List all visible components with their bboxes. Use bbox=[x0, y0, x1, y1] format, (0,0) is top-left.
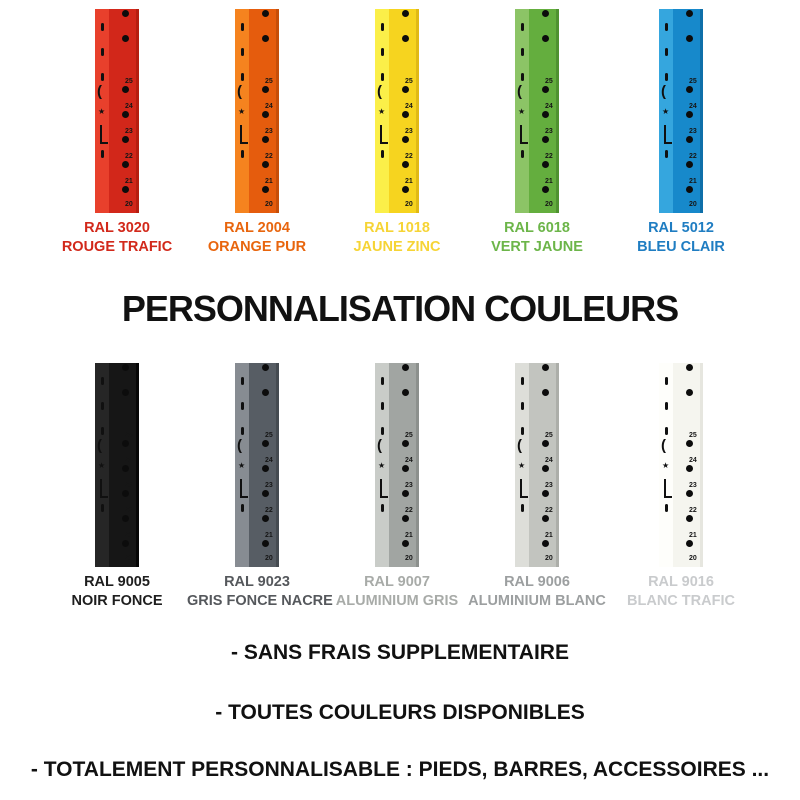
hole-level-number: 20 bbox=[125, 555, 133, 562]
perforation-hole bbox=[402, 186, 409, 193]
slot-cutout-icon bbox=[381, 150, 384, 158]
hole-level-number: 25 bbox=[545, 78, 553, 85]
hole-level-number: 25 bbox=[545, 432, 553, 439]
post-mount bbox=[467, 363, 607, 567]
perforation-hole bbox=[686, 161, 693, 168]
post-front-face bbox=[249, 9, 279, 213]
perforation-hole bbox=[686, 35, 693, 42]
hole-level-number: 20 bbox=[265, 201, 273, 208]
perforation-hole bbox=[122, 136, 129, 143]
perforation-hole bbox=[542, 515, 549, 522]
perforation-hole bbox=[686, 540, 693, 547]
hole-level-number: 22 bbox=[125, 507, 133, 514]
color-option-ral-6018 bbox=[467, 9, 607, 257]
hole-level-number: 23 bbox=[545, 128, 553, 135]
slot-cutout-icon bbox=[521, 23, 524, 31]
hole-level-number: 24 bbox=[545, 457, 553, 464]
post-side-face bbox=[95, 9, 109, 213]
ral-code: RAL 9016 bbox=[648, 574, 714, 590]
star-slot-icon: ★ bbox=[238, 107, 246, 116]
rack-upright bbox=[659, 9, 703, 213]
curve-slot-icon: ( bbox=[97, 437, 102, 454]
post-side-face bbox=[375, 9, 389, 213]
star-slot-icon: ★ bbox=[378, 107, 386, 116]
perforation-hole bbox=[262, 161, 269, 168]
perforation-hole bbox=[542, 186, 549, 193]
hole-level-number: 21 bbox=[265, 178, 273, 185]
hole-level-number: 23 bbox=[265, 482, 273, 489]
bullet-all-colors: - TOUTES COULEURS DISPONIBLES bbox=[215, 701, 585, 724]
star-slot-icon: ★ bbox=[98, 461, 106, 470]
slot-cutout-icon bbox=[381, 504, 384, 512]
hole-level-number: 23 bbox=[545, 482, 553, 489]
hole-level-number: 21 bbox=[689, 532, 697, 539]
perforation-hole bbox=[402, 540, 409, 547]
perforation-hole bbox=[686, 440, 693, 447]
hole-level-number: 20 bbox=[125, 201, 133, 208]
perforation-hole bbox=[402, 440, 409, 447]
bullet-fully-customizable: - TOTALEMENT PERSONNALISABLE : PIEDS, BARRES, ACCESSOIRES ... bbox=[30, 758, 770, 781]
slot-cutout-icon bbox=[241, 504, 244, 512]
post-mount bbox=[187, 363, 327, 567]
color-option-ral-9016 bbox=[611, 363, 751, 611]
post-side-face bbox=[235, 363, 249, 567]
hole-level-number: 24 bbox=[689, 103, 697, 110]
post-mount bbox=[611, 363, 751, 567]
color-option-ral-5012 bbox=[611, 9, 751, 257]
post-front-face bbox=[389, 363, 419, 567]
hole-level-number: 23 bbox=[405, 128, 413, 135]
perforation-hole bbox=[686, 490, 693, 497]
hole-level-number: 23 bbox=[125, 128, 133, 135]
l-slot-icon bbox=[664, 125, 672, 144]
color-option-ral-1018 bbox=[327, 9, 467, 257]
hole-level-number: 22 bbox=[545, 153, 553, 160]
hole-level-number: 25 bbox=[405, 78, 413, 85]
perforation-hole bbox=[686, 111, 693, 118]
slot-cutout-icon bbox=[101, 48, 104, 56]
perforation-hole bbox=[262, 186, 269, 193]
color-label bbox=[47, 219, 187, 257]
post-mount bbox=[327, 9, 467, 213]
hole-level-number: 24 bbox=[125, 457, 133, 464]
hole-level-number: 24 bbox=[545, 103, 553, 110]
perforation-hole bbox=[262, 136, 269, 143]
l-slot-icon bbox=[100, 125, 108, 144]
perforation-hole bbox=[402, 10, 409, 17]
perforation-hole bbox=[262, 35, 269, 42]
hole-level-number: 25 bbox=[125, 78, 133, 85]
post-side-face bbox=[95, 363, 109, 567]
perforation-hole bbox=[542, 440, 549, 447]
perforation-hole bbox=[542, 111, 549, 118]
post-side-face bbox=[235, 9, 249, 213]
curve-slot-icon: ( bbox=[377, 83, 382, 100]
post-front-face bbox=[673, 363, 703, 567]
rack-upright bbox=[235, 363, 279, 567]
rack-upright bbox=[375, 9, 419, 213]
perforation-hole bbox=[262, 111, 269, 118]
ral-name: ROUGE TRAFIC bbox=[61, 239, 173, 255]
perforation-hole bbox=[542, 465, 549, 472]
perforation-hole bbox=[122, 465, 129, 472]
ral-name: ALUMINIUM BLANC bbox=[468, 593, 606, 609]
curve-slot-icon: ( bbox=[517, 83, 522, 100]
color-label bbox=[611, 573, 751, 611]
post-side-face bbox=[659, 9, 673, 213]
hole-level-number: 23 bbox=[689, 128, 697, 135]
slot-cutout-icon bbox=[521, 427, 524, 435]
color-label bbox=[467, 219, 607, 257]
post-front-face bbox=[529, 363, 559, 567]
perforation-hole bbox=[402, 161, 409, 168]
perforation-hole bbox=[686, 10, 693, 17]
slot-cutout-icon bbox=[665, 23, 668, 31]
slot-cutout-icon bbox=[241, 23, 244, 31]
l-slot-icon bbox=[380, 479, 388, 498]
slot-cutout-icon bbox=[665, 73, 668, 81]
hole-level-number: 22 bbox=[405, 153, 413, 160]
ral-name: ORANGE PUR bbox=[207, 239, 307, 255]
hole-level-number: 23 bbox=[125, 482, 133, 489]
ral-code: RAL 6018 bbox=[504, 220, 570, 236]
slot-cutout-icon bbox=[381, 23, 384, 31]
perforation-hole bbox=[402, 515, 409, 522]
hole-level-number: 21 bbox=[545, 532, 553, 539]
perforation-hole bbox=[542, 364, 549, 371]
l-slot-icon bbox=[240, 125, 248, 144]
perforation-hole bbox=[402, 35, 409, 42]
perforation-hole bbox=[262, 540, 269, 547]
perforation-hole bbox=[402, 86, 409, 93]
perforation-hole bbox=[402, 389, 409, 396]
curve-slot-icon: ( bbox=[661, 437, 666, 454]
star-slot-icon: ★ bbox=[378, 461, 386, 470]
color-label bbox=[327, 573, 467, 611]
perforation-hole bbox=[402, 136, 409, 143]
rack-upright bbox=[515, 9, 559, 213]
rack-upright bbox=[375, 363, 419, 567]
slot-cutout-icon bbox=[101, 504, 104, 512]
post-front-face bbox=[389, 9, 419, 213]
ral-name: VERT JAUNE bbox=[491, 239, 583, 255]
perforation-hole bbox=[686, 186, 693, 193]
post-mount bbox=[187, 9, 327, 213]
perforation-hole bbox=[402, 465, 409, 472]
perforation-hole bbox=[122, 364, 129, 371]
ral-code: RAL 9023 bbox=[224, 574, 290, 590]
hole-level-number: 20 bbox=[265, 555, 273, 562]
perforation-hole bbox=[122, 161, 129, 168]
slot-cutout-icon bbox=[381, 377, 384, 385]
l-slot-icon bbox=[520, 125, 528, 144]
slot-cutout-icon bbox=[241, 150, 244, 158]
l-slot-icon bbox=[664, 479, 672, 498]
perforation-hole bbox=[262, 389, 269, 396]
perforation-hole bbox=[262, 465, 269, 472]
post-side-face bbox=[375, 363, 389, 567]
perforation-hole bbox=[686, 389, 693, 396]
color-label bbox=[611, 219, 751, 257]
ral-code: RAL 9007 bbox=[364, 574, 430, 590]
ral-name: ALUMINIUM GRIS bbox=[335, 593, 459, 609]
perforation-hole bbox=[262, 86, 269, 93]
perforation-hole bbox=[262, 364, 269, 371]
rack-upright bbox=[235, 9, 279, 213]
l-slot-icon bbox=[520, 479, 528, 498]
curve-slot-icon: ( bbox=[377, 437, 382, 454]
perforation-hole bbox=[402, 111, 409, 118]
hole-level-number: 22 bbox=[265, 507, 273, 514]
perforation-hole bbox=[262, 515, 269, 522]
perforation-hole bbox=[686, 515, 693, 522]
slot-cutout-icon bbox=[381, 48, 384, 56]
slot-cutout-icon bbox=[521, 73, 524, 81]
hole-level-number: 22 bbox=[405, 507, 413, 514]
hole-level-number: 21 bbox=[405, 532, 413, 539]
color-label bbox=[187, 219, 327, 257]
ral-code: RAL 1018 bbox=[364, 220, 430, 236]
slot-cutout-icon bbox=[101, 150, 104, 158]
hole-level-number: 24 bbox=[405, 103, 413, 110]
post-mount bbox=[611, 9, 751, 213]
perforation-hole bbox=[542, 10, 549, 17]
slot-cutout-icon bbox=[521, 48, 524, 56]
rack-upright bbox=[515, 363, 559, 567]
post-front-face bbox=[249, 363, 279, 567]
perforation-hole bbox=[262, 440, 269, 447]
post-front-face bbox=[109, 363, 139, 567]
curve-slot-icon: ( bbox=[237, 83, 242, 100]
perforation-hole bbox=[686, 364, 693, 371]
color-label bbox=[327, 219, 467, 257]
l-slot-icon bbox=[240, 479, 248, 498]
perforation-hole bbox=[686, 136, 693, 143]
ral-code: RAL 2004 bbox=[224, 220, 290, 236]
post-mount bbox=[327, 363, 467, 567]
hole-level-number: 20 bbox=[545, 555, 553, 562]
slot-cutout-icon bbox=[521, 150, 524, 158]
slot-cutout-icon bbox=[381, 427, 384, 435]
rack-upright bbox=[95, 9, 139, 213]
perforation-hole bbox=[122, 490, 129, 497]
slot-cutout-icon bbox=[241, 427, 244, 435]
l-slot-icon bbox=[100, 479, 108, 498]
ral-name: NOIR FONCE bbox=[71, 593, 163, 609]
ral-name: GRIS FONCE NACRE bbox=[187, 593, 333, 609]
hole-level-number: 20 bbox=[689, 201, 697, 208]
color-option-ral-9006 bbox=[467, 363, 607, 611]
perforation-hole bbox=[686, 86, 693, 93]
star-slot-icon: ★ bbox=[518, 107, 526, 116]
star-slot-icon: ★ bbox=[662, 107, 670, 116]
hole-level-number: 22 bbox=[265, 153, 273, 160]
hole-level-number: 21 bbox=[125, 532, 133, 539]
perforation-hole bbox=[542, 161, 549, 168]
slot-cutout-icon bbox=[101, 23, 104, 31]
perforation-hole bbox=[542, 490, 549, 497]
hole-level-number: 23 bbox=[689, 482, 697, 489]
bullet-no-extra-cost: - SANS FRAIS SUPPLEMENTAIRE bbox=[231, 641, 569, 664]
slot-cutout-icon bbox=[101, 73, 104, 81]
perforation-hole bbox=[542, 540, 549, 547]
hole-level-number: 25 bbox=[125, 432, 133, 439]
slot-cutout-icon bbox=[381, 73, 384, 81]
post-mount bbox=[47, 363, 187, 567]
hole-level-number: 21 bbox=[545, 178, 553, 185]
slot-cutout-icon bbox=[665, 48, 668, 56]
color-label bbox=[47, 573, 187, 611]
slot-cutout-icon bbox=[665, 427, 668, 435]
hole-level-number: 22 bbox=[689, 153, 697, 160]
perforation-hole bbox=[542, 136, 549, 143]
post-front-face bbox=[109, 9, 139, 213]
curve-slot-icon: ( bbox=[97, 83, 102, 100]
perforation-hole bbox=[262, 10, 269, 17]
perforation-hole bbox=[122, 515, 129, 522]
ral-code: RAL 5012 bbox=[648, 220, 714, 236]
ral-name: JAUNE ZINC bbox=[353, 239, 441, 255]
hole-level-number: 20 bbox=[405, 201, 413, 208]
slot-cutout-icon bbox=[665, 377, 668, 385]
color-option-ral-2004 bbox=[187, 9, 327, 257]
color-label bbox=[187, 573, 333, 611]
ral-name: BLEU CLAIR bbox=[637, 239, 725, 255]
curve-slot-icon: ( bbox=[517, 437, 522, 454]
perforation-hole bbox=[122, 86, 129, 93]
hole-level-number: 22 bbox=[125, 153, 133, 160]
post-mount bbox=[467, 9, 607, 213]
perforation-hole bbox=[122, 186, 129, 193]
slot-cutout-icon bbox=[381, 402, 384, 410]
hole-level-number: 21 bbox=[265, 532, 273, 539]
slot-cutout-icon bbox=[521, 377, 524, 385]
perforation-hole bbox=[122, 440, 129, 447]
slot-cutout-icon bbox=[521, 504, 524, 512]
hole-level-number: 25 bbox=[265, 78, 273, 85]
slot-cutout-icon bbox=[241, 402, 244, 410]
ral-code: RAL 9006 bbox=[504, 574, 570, 590]
perforation-hole bbox=[686, 465, 693, 472]
slot-cutout-icon bbox=[101, 377, 104, 385]
hole-level-number: 24 bbox=[265, 457, 273, 464]
l-slot-icon bbox=[380, 125, 388, 144]
perforation-hole bbox=[122, 540, 129, 547]
perforation-hole bbox=[542, 35, 549, 42]
perforation-hole bbox=[122, 35, 129, 42]
curve-slot-icon: ( bbox=[237, 437, 242, 454]
color-option-ral-3020 bbox=[47, 9, 187, 257]
post-mount bbox=[47, 9, 187, 213]
perforation-hole bbox=[122, 10, 129, 17]
slot-cutout-icon bbox=[241, 48, 244, 56]
slot-cutout-icon bbox=[241, 73, 244, 81]
hole-level-number: 22 bbox=[689, 507, 697, 514]
hole-level-number: 23 bbox=[265, 128, 273, 135]
star-slot-icon: ★ bbox=[238, 461, 246, 470]
hole-level-number: 25 bbox=[689, 78, 697, 85]
ral-name: BLANC TRAFIC bbox=[627, 593, 735, 609]
perforation-hole bbox=[542, 389, 549, 396]
hole-level-number: 24 bbox=[689, 457, 697, 464]
slot-cutout-icon bbox=[101, 402, 104, 410]
slot-cutout-icon bbox=[665, 150, 668, 158]
color-label bbox=[467, 573, 607, 611]
hole-level-number: 21 bbox=[125, 178, 133, 185]
ral-code: RAL 9005 bbox=[84, 574, 150, 590]
color-option-ral-9007 bbox=[327, 363, 467, 611]
star-slot-icon: ★ bbox=[98, 107, 106, 116]
color-option-ral-9023 bbox=[187, 363, 333, 611]
page-title: PERSONNALISATION COULEURS bbox=[121, 288, 679, 329]
perforation-hole bbox=[122, 111, 129, 118]
perforation-hole bbox=[402, 364, 409, 371]
perforation-hole bbox=[402, 490, 409, 497]
hole-level-number: 21 bbox=[405, 178, 413, 185]
hole-level-number: 22 bbox=[545, 507, 553, 514]
slot-cutout-icon bbox=[665, 504, 668, 512]
hole-level-number: 25 bbox=[689, 432, 697, 439]
rack-upright bbox=[95, 363, 139, 567]
star-slot-icon: ★ bbox=[662, 461, 670, 470]
perforation-hole bbox=[122, 389, 129, 396]
rack-upright bbox=[659, 363, 703, 567]
star-slot-icon: ★ bbox=[518, 461, 526, 470]
hole-level-number: 23 bbox=[405, 482, 413, 489]
post-side-face bbox=[515, 363, 529, 567]
hole-level-number: 24 bbox=[125, 103, 133, 110]
post-side-face bbox=[515, 9, 529, 213]
slot-cutout-icon bbox=[241, 377, 244, 385]
curve-slot-icon: ( bbox=[661, 83, 666, 100]
post-front-face bbox=[673, 9, 703, 213]
hole-level-number: 24 bbox=[265, 103, 273, 110]
ral-code: RAL 3020 bbox=[84, 220, 150, 236]
post-front-face bbox=[529, 9, 559, 213]
color-option-ral-9005 bbox=[47, 363, 187, 611]
hole-level-number: 25 bbox=[405, 432, 413, 439]
hole-level-number: 20 bbox=[689, 555, 697, 562]
perforation-hole bbox=[262, 490, 269, 497]
hole-level-number: 25 bbox=[265, 432, 273, 439]
slot-cutout-icon bbox=[101, 427, 104, 435]
perforation-hole bbox=[542, 86, 549, 93]
hole-level-number: 20 bbox=[405, 555, 413, 562]
slot-cutout-icon bbox=[665, 402, 668, 410]
hole-level-number: 20 bbox=[545, 201, 553, 208]
hole-level-number: 21 bbox=[689, 178, 697, 185]
slot-cutout-icon bbox=[521, 402, 524, 410]
post-side-face bbox=[659, 363, 673, 567]
hole-level-number: 24 bbox=[405, 457, 413, 464]
